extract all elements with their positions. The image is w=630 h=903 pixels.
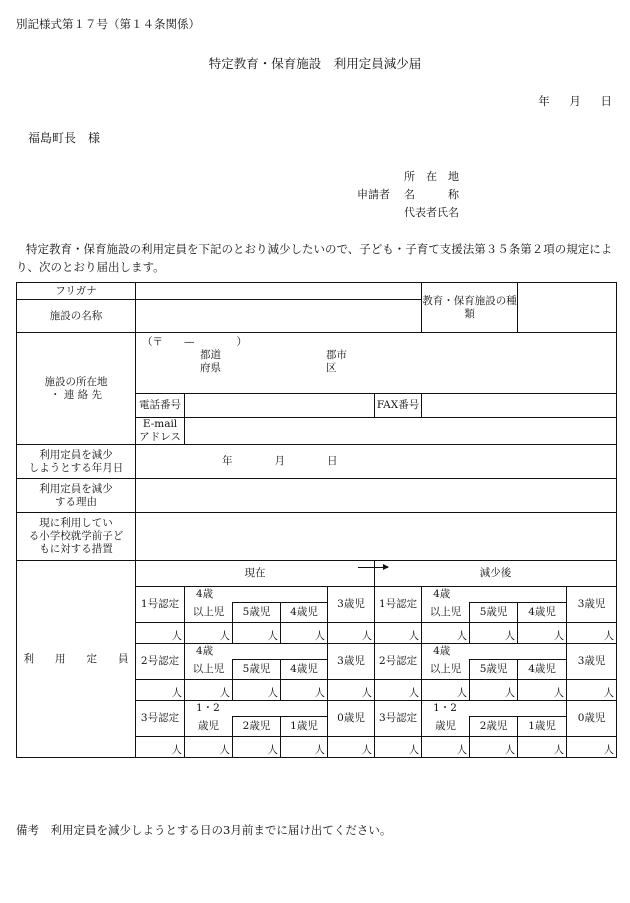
reason-field[interactable] xyxy=(136,479,617,513)
form-number: 別記様式第１７号（第１４条関係） xyxy=(16,17,200,31)
cert2-after-unit-total[interactable]: 人 xyxy=(375,680,422,701)
cert3-after-unit-age1[interactable]: 人 xyxy=(518,737,567,758)
furigana-field[interactable] xyxy=(136,283,422,300)
cert2-current-unit-age3[interactable]: 人 xyxy=(328,680,375,701)
applicant-representative-label: 代表者氏名 xyxy=(404,206,459,219)
cert3-after-unit-age12[interactable]: 人 xyxy=(422,737,470,758)
cert1-after-age5: 5歳児 xyxy=(470,603,518,623)
cert2-after-unit-age4plus[interactable]: 人 xyxy=(422,680,470,701)
cert1-current-age4: 4歳児 xyxy=(281,603,328,623)
cert1-after-unit-age4[interactable]: 人 xyxy=(518,623,567,644)
cert1-current-age5: 5歳児 xyxy=(233,603,281,623)
reduction-date-label xyxy=(17,445,136,479)
email-label-1: E-mail xyxy=(142,418,178,430)
cert1-current-unit-age3[interactable]: 人 xyxy=(328,623,375,644)
measures-label-2: る小学校就学前子ど xyxy=(28,530,124,542)
cert1-after-unit-age4plus[interactable]: 人 xyxy=(422,623,470,644)
measures-label xyxy=(17,513,136,561)
cert2-current-label: 2号認定 xyxy=(136,644,185,680)
addressee: 福島町長 様 xyxy=(28,131,101,145)
cert2-current-unit-age4plus[interactable]: 人 xyxy=(185,680,233,701)
cert3-current-unit-total[interactable]: 人 xyxy=(136,737,185,758)
cert2-age4plus-current-1: 4歳 xyxy=(196,645,214,657)
email-label xyxy=(136,418,185,445)
remark: 備考 利用定員を減少しようとする日の3月前までに届け出てください。 xyxy=(16,823,392,837)
prefecture-label-2: 府県 xyxy=(200,362,221,374)
cert1-current-label: 1号認定 xyxy=(136,587,185,623)
cert1-after-age3: 3歳児 xyxy=(567,587,617,623)
facility-name-label: 施設の名称 xyxy=(17,300,136,333)
cert1-current-age3: 3歳児 xyxy=(328,587,375,623)
cert1-current-unit-age5[interactable]: 人 xyxy=(233,623,281,644)
cert3-current-age0: 0歳児 xyxy=(328,701,375,737)
tel-label: 電話番号 xyxy=(136,394,185,418)
age4plus-after-1: 4歳 xyxy=(433,588,451,600)
cert1-after-age4plus-head xyxy=(422,587,567,603)
cert2-age4plus-after-2: 以上児 xyxy=(422,660,470,680)
cert2-current-unit-total[interactable]: 人 xyxy=(136,680,185,701)
form-title: 特定教育・保育施設 利用定員減少届 xyxy=(208,56,422,71)
cert3-current-age2: 2歳児 xyxy=(233,717,281,737)
cert2-after-age3: 3歳児 xyxy=(567,644,617,680)
date-month-label: 月 xyxy=(569,94,581,108)
ymd-labels: 年 月 日 xyxy=(222,455,338,467)
age12-after-1: 1・2 xyxy=(433,702,457,714)
email-label-2: アドレス xyxy=(139,431,181,443)
applicant-label: 申請者 xyxy=(357,188,390,201)
email-field[interactable] xyxy=(185,418,617,445)
cert1-current-unit-age4plus[interactable]: 人 xyxy=(185,623,233,644)
tel-field[interactable] xyxy=(185,394,375,418)
facility-type-label: 教育・保育施設の種類 xyxy=(422,283,518,333)
measures-field[interactable] xyxy=(136,513,617,561)
city-label-1: 郡市 xyxy=(326,349,347,361)
notification-table xyxy=(16,282,617,758)
cert3-after-age2: 2歳児 xyxy=(470,717,518,737)
facility-type-field[interactable] xyxy=(518,283,617,333)
applicant-address-label: 所 在 地 xyxy=(404,170,459,183)
cert2-current-age4: 4歳児 xyxy=(281,660,328,680)
address-field[interactable] xyxy=(136,333,617,394)
cert2-after-unit-age3[interactable]: 人 xyxy=(567,680,617,701)
current-label: 現在 xyxy=(244,567,266,579)
cert3-current-label: 3号認定 xyxy=(136,701,185,737)
fax-label: FAX番号 xyxy=(375,394,422,418)
reduction-date-label-2: しようとする年月日 xyxy=(28,461,124,474)
cert2-age4plus-current-2: 以上児 xyxy=(185,660,233,680)
reduction-date-field[interactable] xyxy=(136,445,617,479)
cert2-after-age5: 5歳児 xyxy=(470,660,518,680)
after-header: 減少後 xyxy=(375,561,617,587)
cert3-current-unit-age12[interactable]: 人 xyxy=(185,737,233,758)
city-label-2: 区 xyxy=(326,362,337,374)
age12-current-1: 1・2 xyxy=(196,702,220,714)
cert1-current-unit-total[interactable]: 人 xyxy=(136,623,185,644)
cert3-current-age12-head xyxy=(185,701,328,717)
fax-field[interactable] xyxy=(422,394,617,418)
measures-label-3: もに対する措置 xyxy=(39,543,113,555)
cert3-current-age1: 1歳児 xyxy=(281,717,328,737)
cert2-after-label: 2号認定 xyxy=(375,644,422,680)
cert1-after-age4: 4歳児 xyxy=(518,603,567,623)
measures-label-1: 現に利用してい xyxy=(39,517,113,529)
submission-date xyxy=(538,93,612,109)
cert2-after-unit-age5[interactable]: 人 xyxy=(470,680,518,701)
cert1-current-age4plus-head xyxy=(185,587,328,603)
cert3-after-unit-age0[interactable]: 人 xyxy=(567,737,617,758)
cert2-after-age4: 4歳児 xyxy=(518,660,567,680)
cert1-after-label: 1号認定 xyxy=(375,587,422,623)
reason-label xyxy=(17,479,136,513)
age12-after-2: 歳児 xyxy=(422,717,470,737)
cert2-current-age3: 3歳児 xyxy=(328,644,375,680)
cert2-current-unit-age4[interactable]: 人 xyxy=(281,680,328,701)
cert1-after-unit-total[interactable]: 人 xyxy=(375,623,422,644)
age4plus-after-2: 以上児 xyxy=(422,603,470,623)
applicant-fields xyxy=(404,168,459,222)
reason-label-2: する理由 xyxy=(55,495,97,508)
cert3-after-age12-head xyxy=(422,701,567,717)
cert3-after-label: 3号認定 xyxy=(375,701,422,737)
prefecture-label-1: 都道 xyxy=(200,349,221,361)
cert2-current-age4plus-head xyxy=(185,644,328,660)
capacity-label: 利 用 定 員 xyxy=(17,561,136,758)
reduction-date-label-1: 利用定員を減少 xyxy=(39,448,113,461)
intro-text: 特定教育・保育施設の利用定員を下記のとおり減少したいので、子ども・子育て支援法第３５条第２項の規定により、次のとおり届出します。 xyxy=(16,242,613,274)
current-header xyxy=(136,561,375,587)
cert1-after-unit-age5[interactable]: 人 xyxy=(470,623,518,644)
cert3-current-unit-age2[interactable]: 人 xyxy=(233,737,281,758)
arrow-right-icon xyxy=(358,567,388,568)
cert2-age4plus-after-1: 4歳 xyxy=(433,645,451,657)
cert2-after-age4plus-head xyxy=(422,644,567,660)
facility-name-field[interactable] xyxy=(136,300,422,333)
age4plus-current-2: 以上児 xyxy=(185,603,233,623)
cert1-current-unit-age4[interactable]: 人 xyxy=(281,623,328,644)
age4plus-current-1: 4歳 xyxy=(196,588,214,600)
date-year-label: 年 xyxy=(538,94,550,108)
cert3-after-age0: 0歳児 xyxy=(567,701,617,737)
cert2-current-unit-age5[interactable]: 人 xyxy=(233,680,281,701)
cert3-after-unit-age2[interactable]: 人 xyxy=(470,737,518,758)
location-contact-label xyxy=(17,333,136,445)
cert3-after-unit-total[interactable]: 人 xyxy=(375,737,422,758)
cert3-current-unit-age1[interactable]: 人 xyxy=(281,737,328,758)
date-day-label: 日 xyxy=(600,94,612,108)
furigana-label: フリガナ xyxy=(17,283,136,300)
cert2-after-unit-age4[interactable]: 人 xyxy=(518,680,567,701)
cert3-current-unit-age0[interactable]: 人 xyxy=(328,737,375,758)
cert3-after-age1: 1歳児 xyxy=(518,717,567,737)
cert2-current-age5: 5歳児 xyxy=(233,660,281,680)
cert1-after-unit-age3[interactable]: 人 xyxy=(567,623,617,644)
reason-label-1: 利用定員を減少 xyxy=(39,482,113,495)
age12-current-2: 歳児 xyxy=(185,717,233,737)
postal-code: （〒 — ） xyxy=(142,336,247,348)
contact-label: ・ 連 絡 先 xyxy=(49,388,102,401)
location-label: 施設の所在地 xyxy=(44,375,108,388)
applicant-name-label: 名 称 xyxy=(404,188,459,201)
